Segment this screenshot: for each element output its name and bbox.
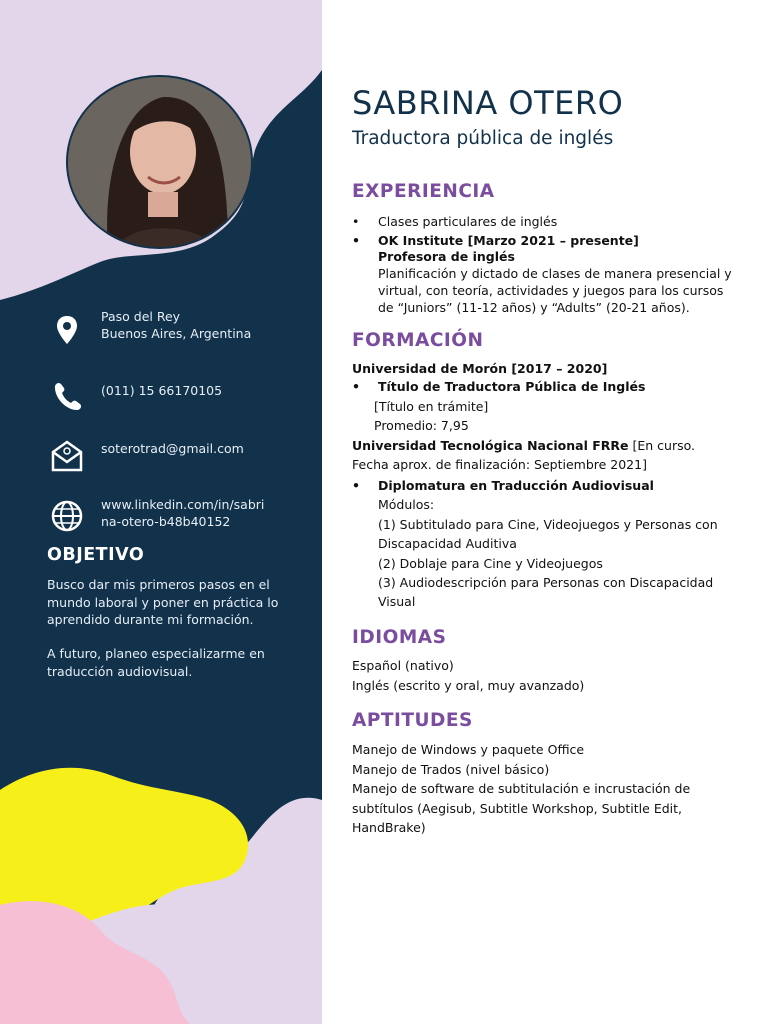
globe-icon (47, 496, 87, 536)
experience-item-2-role: Profesora de inglés (378, 249, 515, 264)
education-module: (1) Subtitulado para Cine, Videojuegos y Personas con (378, 517, 718, 532)
experience-item-2-desc: virtual, con teoría, actividades y juegos para los cursos (378, 283, 724, 298)
location-pin-icon (47, 308, 87, 348)
email-address[interactable]: soterotrad@gmail.com (101, 441, 244, 456)
skills-title: APTITUDES (352, 710, 473, 731)
skill-item: Manejo de Trados (nivel básico) (352, 762, 550, 777)
address-line2: Buenos Aires, Argentina (101, 326, 252, 341)
experience-item-2-desc: de “Juniors” (11-12 años) y “Adults” (20-21 años). (378, 300, 690, 315)
skill-item: HandBrake) (352, 820, 426, 835)
experience-item-2-desc: Planificación y dictado de clases de manera presencial y (378, 266, 732, 281)
objective-paragraph-1: Busco dar mis primeros pasos en el mundo laboral y poner en práctica lo aprendido durante mi formación. (47, 577, 279, 627)
objective-title: OBJETIVO (47, 545, 145, 565)
address-line1: Paso del Rey (101, 309, 181, 324)
education-module: (2) Doblaje para Cine y Videojuegos (378, 556, 603, 571)
language-item: Inglés (escrito y oral, muy avanzado) (352, 678, 585, 693)
languages-title: IDIOMAS (352, 627, 447, 648)
education-module: Visual (378, 594, 416, 609)
education-module: Discapacidad Auditiva (378, 536, 517, 551)
experience-title: EXPERIENCIA (352, 181, 495, 202)
education-uni-1-degree: • Título de Traductora Pública de Inglés (378, 378, 645, 395)
education-uni-1-status: [Título en trámite] (374, 399, 489, 414)
skill-item: subtítulos (Aegisub, Subtitle Workshop, Subtitle Edit, (352, 801, 682, 816)
phone-icon (47, 376, 87, 416)
profile-photo (66, 75, 253, 249)
skill-item: Manejo de software de subtitulación e incrustación de (352, 781, 691, 796)
sidebar (0, 0, 322, 1024)
education-uni-2-date: Fecha aprox. de finalización: Septiembre 2021] (352, 457, 647, 472)
education-uni-2-status: [En curso. (628, 438, 695, 453)
education-module: (3) Audiodescripción para Personas con Discapacidad (378, 575, 714, 590)
education-title: FORMACIÓN (352, 330, 484, 351)
education-uni-2-degree: • Diplomatura en Traducción Audiovisual (378, 477, 654, 494)
experience-item-1: • Clases particulares de inglés (378, 213, 557, 230)
education-uni-2-name: Universidad Tecnológica Nacional FRRe (352, 438, 629, 453)
education-uni-1-average: Promedio: 7,95 (374, 418, 469, 433)
person-role: Traductora pública de inglés (352, 128, 614, 149)
email-icon (47, 436, 87, 476)
phone-number[interactable]: (011) 15 66170105 (101, 383, 223, 398)
skill-item: Manejo de Windows y paquete Office (352, 742, 585, 757)
linkedin-url[interactable]: www.linkedin.com/in/sabri na-otero-b48b40152 (101, 497, 265, 529)
objective-paragraph-2: A futuro, planeo especializarme en traducción audiovisual. (47, 646, 265, 679)
education-modules-label: Módulos: (378, 497, 435, 512)
person-name: SABRINA OTERO (352, 84, 624, 122)
experience-item-2-title: • OK Institute [Marzo 2021 – presente] (378, 232, 639, 249)
language-item: Español (nativo) (352, 658, 454, 673)
education-uni-1: Universidad de Morón [2017 – 2020] (352, 361, 608, 376)
education-uni-2 (352, 437, 695, 454)
